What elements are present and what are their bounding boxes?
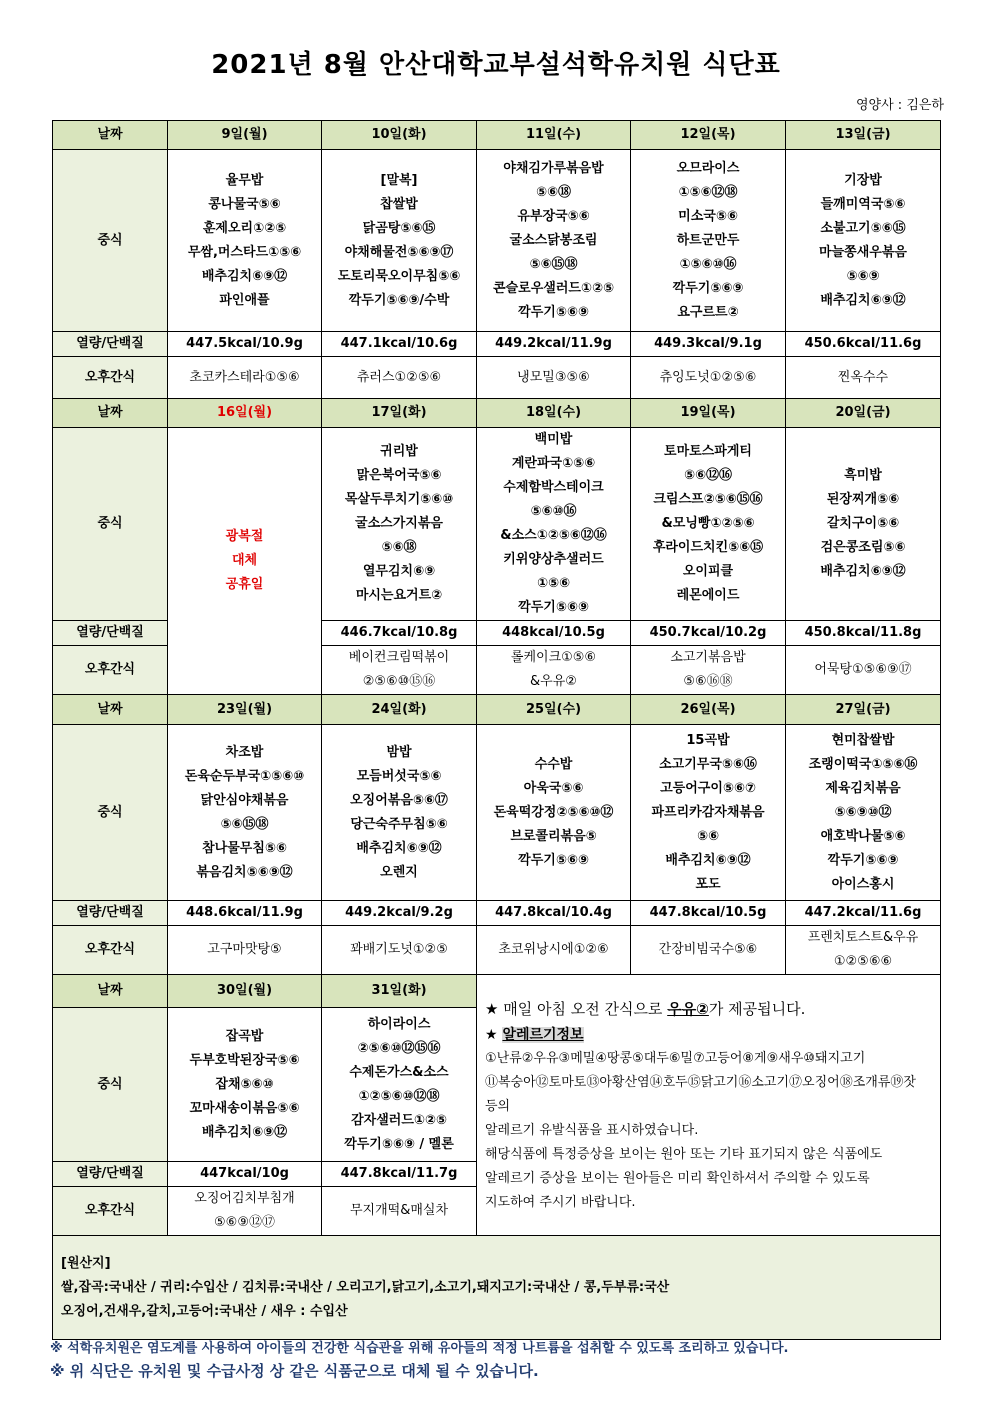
origin-line: 오징어,건새우,갈치,고등어:국내산 / 새우 : 수입산 <box>61 1303 348 1319</box>
text-line: ⑪복숭아⑫토마토⑬아황산염⑭호두⑮닭고기⑯소고기⑰오징어⑱조개류⑲잣 등의 <box>485 1075 916 1114</box>
day-header: 13일(금) <box>786 121 941 150</box>
lunch-cell <box>631 725 786 901</box>
kcal-cell: 447.8kcal/10.5g <box>631 901 786 926</box>
day-header: 23일(월) <box>168 695 322 725</box>
snack-label: 오후간식 <box>53 357 168 399</box>
text-line: 현미찹쌀밥 <box>831 732 895 748</box>
text-line: 고구마맛탕⑤ <box>207 942 282 957</box>
text-line: ⑤⑥⑨⑫⑰ <box>214 1215 275 1230</box>
text-line: 깍두기⑤⑥⑨ <box>518 852 589 868</box>
text-line: 무쌈,머스타드①⑤⑥ <box>187 244 302 260</box>
text-line: 소고기볶음밥 <box>670 650 746 665</box>
date-label: 날짜 <box>53 975 168 1008</box>
text-line: 두부호박된장국⑤⑥ <box>189 1052 300 1068</box>
text-line: 차조밥 <box>225 744 264 760</box>
kcal-label: 열량/단백질 <box>53 901 168 926</box>
snack-cell <box>322 357 477 399</box>
text-line: 율무밥 <box>225 172 264 188</box>
date-label: 날짜 <box>53 121 168 150</box>
text-line: 초코카스테라①⑤⑥ <box>189 369 300 385</box>
text-line: 오징어볶음⑤⑥⑰ <box>350 792 448 808</box>
text-line: 갈치구이⑤⑥ <box>826 516 900 531</box>
day-header: 25일(수) <box>477 695 631 725</box>
text-line: 굴소스닭봉조림 <box>509 232 598 248</box>
text-line: 배추김치⑥⑨⑫ <box>201 1124 288 1140</box>
meal-plan-table <box>52 120 941 1340</box>
text-line: 무지개떡&매실차 <box>349 1203 449 1218</box>
text-line: 배추김치⑥⑨⑫ <box>356 840 442 856</box>
text-line: 밤밥 <box>386 744 412 760</box>
day-header: 17일(화) <box>322 399 477 428</box>
kcal-cell: 449.2kcal/9.2g <box>322 901 477 926</box>
date-label: 날짜 <box>53 695 168 725</box>
lunch-label: 중식 <box>53 1008 168 1162</box>
text-line: ①⑤⑥⑫⑱ <box>678 184 738 200</box>
text-line: 굴소스가지볶음 <box>355 516 443 531</box>
text-line: ⑤⑥⑯⑱ <box>683 674 733 689</box>
week3-lunch-row <box>53 725 941 901</box>
snack-cell <box>786 926 941 975</box>
text-line: 기장밥 <box>844 172 882 188</box>
lunch-cell <box>786 725 941 901</box>
text-line: 간장비빔국수⑤⑥ <box>658 942 758 957</box>
text-line: 야채해물전⑤⑥⑨⑰ <box>344 244 454 260</box>
text-line: 백미밥 <box>534 432 573 447</box>
text-line: 오징어김치부침개 <box>194 1191 295 1206</box>
text-line: ⑤⑥⑱ <box>381 540 417 555</box>
lunch-cell <box>786 428 941 621</box>
day-header: 27일(금) <box>786 695 941 725</box>
text-line: 고등어구이⑤⑥⑦ <box>660 780 756 796</box>
kcal-cell: 450.7kcal/10.2g <box>631 621 786 646</box>
text-line: 볶음김치⑤⑥⑨⑫ <box>196 864 293 880</box>
snack-cell <box>168 1187 322 1236</box>
lunch-cell <box>322 1008 477 1162</box>
text-line: 미소국⑤⑥ <box>678 208 738 224</box>
day-header: 12일(목) <box>631 121 786 150</box>
text-line: 알레르기 증상을 보이는 원아들은 미리 확인하셔서 주의할 수 있도록 <box>485 1171 870 1186</box>
lunch-label: 중식 <box>53 725 168 901</box>
kcal-cell: 449.3kcal/9.1g <box>631 332 786 357</box>
snack-cell <box>168 926 322 975</box>
lunch-cell <box>477 428 631 621</box>
text-line: ⑤⑥⑱ <box>535 184 571 200</box>
text-line: 하트군만두 <box>676 232 740 248</box>
text-line: 아욱국⑤⑥ <box>523 780 584 796</box>
text-line: 수수밥 <box>534 756 573 772</box>
text-line: 닭곰탕⑤⑥⑮ <box>362 220 436 236</box>
text-line: 꽈배기도넛①②⑤ <box>350 942 448 957</box>
text-line: 훈제오리①②⑤ <box>202 220 287 236</box>
text-line: ②⑤⑥⑩⑮⑯ <box>362 674 436 689</box>
lunch-cell <box>322 428 477 621</box>
text-line: 깍두기⑤⑥⑨ <box>827 852 899 868</box>
week1-snack-row <box>53 357 941 399</box>
text-line: 냉모밀③⑤⑥ <box>517 369 590 385</box>
kcal-cell: 448kcal/10.5g <box>477 621 631 646</box>
lunch-cell <box>477 150 631 332</box>
date-label: 날짜 <box>53 399 168 428</box>
origin-row <box>53 1236 941 1340</box>
day-header: 9일(월) <box>168 121 322 150</box>
text-line: 해당식품에 특정증상을 보이는 원아 또는 기타 표기되지 않은 식품에도 <box>485 1147 883 1162</box>
day-header-holiday: 16일(월) <box>168 399 322 428</box>
text-line: 깍두기⑤⑥⑨ <box>518 600 589 615</box>
lunch-cell <box>322 150 477 332</box>
text-line: 깍두기⑤⑥⑨ <box>518 304 589 320</box>
text-line: ⑤⑥⑨⑩⑫ <box>834 804 892 820</box>
text-line: 배추김치⑥⑨⑫ <box>665 852 751 868</box>
text-line: 오이피클 <box>682 564 734 579</box>
notice-box <box>477 975 941 1236</box>
text-line: ①⑤⑥ <box>536 576 571 591</box>
text-line: 콘슬로우샐러드①②⑤ <box>493 280 614 296</box>
text-line: 포도 <box>695 876 721 892</box>
snack-cell <box>786 357 941 399</box>
text-line: 잡곡밥 <box>225 1028 264 1044</box>
text-line: 크림스프②⑤⑥⑮⑯ <box>653 492 763 507</box>
text-line: 오렌지 <box>380 864 418 880</box>
text-line: 감자샐러드①②⑤ <box>351 1112 447 1128</box>
day-header: 26일(목) <box>631 695 786 725</box>
text-line: 돈육떡강정②⑤⑥⑩⑫ <box>493 804 614 820</box>
text-line: 지도하여 주시기 바랍니다. <box>485 1195 636 1210</box>
lunch-cell <box>168 150 322 332</box>
text-line: 어묵탕①⑤⑥⑨⑰ <box>814 662 912 677</box>
text-line: 수제함박스테이크 <box>503 480 604 495</box>
text-line: 된장찌개⑤⑥ <box>826 492 900 507</box>
snack-cell <box>322 1187 477 1236</box>
day-header: 30일(월) <box>168 975 322 1008</box>
text-line: 베이컨크림떡볶이 <box>348 650 450 665</box>
text-line: 야채김가루볶음밥 <box>503 160 604 176</box>
lunch-cell <box>477 725 631 901</box>
page-title: 2021년 8월 안산대학교부설석학유치원 식단표 <box>211 50 781 80</box>
footer-note: ※ 위 식단은 유치원 및 수급사정 상 같은 식품군으로 대체 될 수 있습니다. <box>50 1362 539 1380</box>
week1-kcal-row <box>53 332 941 357</box>
text-line: 찐옥수수 <box>837 369 889 385</box>
text-line: ⑤⑥⑮⑱ <box>529 256 578 272</box>
text-line: 공휴일 <box>225 577 264 592</box>
text-line: 레몬에이드 <box>676 588 740 603</box>
snack-cell <box>631 646 786 695</box>
text-line: 목살두루치기⑤⑥⑩ <box>344 492 454 507</box>
text-line: 당근숙주무침⑤⑥ <box>350 816 448 832</box>
milk-notice: ★ 매일 아침 오전 간식으로 우유②가 제공됩니다. <box>485 1000 806 1018</box>
snack-label: 오후간식 <box>53 1187 168 1236</box>
week3-date-row <box>53 695 941 725</box>
origin-line: 쌀,잡곡:국내산 / 귀리:수입산 / 김치류:국내산 / 오리고기,닭고기,소고기,돼지고기:국내산 / 콩,두부류:국산 <box>61 1279 670 1295</box>
origin-box <box>53 1236 941 1340</box>
text-line: ⑤⑥⑩⑯ <box>530 504 577 519</box>
text-line: 애호박나물⑤⑥ <box>820 828 906 844</box>
snack-cell <box>786 646 941 695</box>
text-line: 초코위낭시에①②⑥ <box>498 942 609 957</box>
text-line: 제육김치볶음 <box>825 780 901 796</box>
text-line: 참나물무침⑤⑥ <box>202 840 287 856</box>
text-line: ①난류②우유③메밀④땅콩⑤대두⑥밀⑦고등어⑧게⑨새우⑩돼지고기 <box>485 1051 866 1066</box>
kcal-cell: 448.6kcal/11.9g <box>168 901 322 926</box>
week2-lunch-row <box>53 428 941 621</box>
text-line: 파인애플 <box>219 292 270 308</box>
text-line: 프렌치토스트&우유 <box>807 930 919 945</box>
kcal-label: 열량/단백질 <box>53 332 168 357</box>
text-line: 도토리묵오이무침⑤⑥ <box>337 268 461 284</box>
snack-cell <box>322 646 477 695</box>
day-header: 20일(금) <box>786 399 941 428</box>
kcal-label: 열량/단백질 <box>53 1162 168 1187</box>
text-line: 츄잉도넛①②⑤⑥ <box>659 369 757 385</box>
lunch-cell <box>168 1008 322 1162</box>
footer-note: ※ 석학유치원은 염도계를 사용하여 아이들의 건강한 식습관을 위해 유아들의 적정 나트륨을 섭취할 수 있도록 조리하고 있습니다. <box>50 1341 789 1356</box>
text-line: 파프리카감자채볶음 <box>651 804 765 820</box>
week3-snack-row <box>53 926 941 975</box>
text-line: 돈육순두부국①⑤⑥⑩ <box>184 768 305 784</box>
text-line: 꼬마새송이볶음⑤⑥ <box>189 1100 300 1116</box>
text-line: 배추김치⑥⑨⑫ <box>201 268 288 284</box>
allergy-text <box>485 1047 932 1215</box>
kcal-cell: 450.8kcal/11.8g <box>786 621 941 646</box>
lunch-cell <box>786 150 941 332</box>
text-line: 맑은북어국⑤⑥ <box>356 468 442 483</box>
day-header: 24일(화) <box>322 695 477 725</box>
lunch-cell <box>322 725 477 901</box>
kcal-cell: 447.8kcal/11.7g <box>322 1162 477 1187</box>
text-line: 찹쌀밥 <box>380 196 418 212</box>
text-line: 브로콜리볶음⑤ <box>510 828 597 844</box>
day-header: 18일(수) <box>477 399 631 428</box>
text-line: 계란파국①⑤⑥ <box>511 456 596 471</box>
week2-date-row <box>53 399 941 428</box>
text-line: 츄러스①②⑤⑥ <box>356 369 442 385</box>
text-line: &소스①②⑤⑥⑫⑯ <box>500 528 607 543</box>
text-line: 대체 <box>231 553 258 568</box>
text-line: &우유② <box>530 674 577 689</box>
text-line: ⑤⑥⑨ <box>846 268 880 284</box>
text-line: 마늘쫑새우볶음 <box>819 244 907 260</box>
text-line: 들깨미역국⑤⑥ <box>820 196 906 212</box>
kcal-cell: 447.8kcal/10.4g <box>477 901 631 926</box>
text-line: 15곡밥 <box>686 732 730 748</box>
holiday-cell <box>168 428 322 695</box>
kcal-cell: 449.2kcal/11.9g <box>477 332 631 357</box>
text-line: ①②⑤⑥⑥ <box>833 954 893 969</box>
text-line: 후라이드치킨⑤⑥⑮ <box>652 540 764 555</box>
text-line: 키위양상추샐러드 <box>503 552 604 567</box>
kcal-cell: 446.7kcal/10.8g <box>322 621 477 646</box>
snack-cell <box>631 357 786 399</box>
text-line: 수제돈가스&소스 <box>349 1064 449 1080</box>
snack-cell <box>477 926 631 975</box>
text-line: ②⑤⑥⑩⑫⑮⑯ <box>357 1040 441 1056</box>
week1-lunch-row <box>53 150 941 332</box>
text-line: 깍두기⑤⑥⑨ / 멜론 <box>344 1136 454 1152</box>
text-line: 조랭이떡국①⑤⑥⑯ <box>808 756 918 772</box>
text-line: 깍두기⑤⑥⑨/수박 <box>348 292 450 308</box>
lunch-label: 중식 <box>53 150 168 332</box>
snack-cell <box>477 357 631 399</box>
lunch-label: 중식 <box>53 428 168 621</box>
text-line: 광복절 <box>225 529 264 544</box>
week4-date-row <box>53 975 941 1008</box>
week3-kcal-row <box>53 901 941 926</box>
kcal-cell: 447.2kcal/11.6g <box>786 901 941 926</box>
allergy-title: ★ 알레르기정보 <box>485 1027 584 1043</box>
text-line: 롤케이크①⑤⑥ <box>510 650 597 665</box>
snack-cell <box>631 926 786 975</box>
lunch-cell <box>631 428 786 621</box>
snack-label: 오후간식 <box>53 646 168 695</box>
text-line: 소고기무국⑤⑥⑯ <box>659 756 757 772</box>
lunch-cell <box>168 725 322 901</box>
snack-cell <box>477 646 631 695</box>
origin-title: [원산지] <box>61 1255 111 1271</box>
text-line: ①②⑤⑥⑩⑫⑱ <box>358 1088 440 1104</box>
text-line: 잡채⑤⑥⑩ <box>215 1076 274 1092</box>
text-line: ①⑤⑥⑩⑯ <box>679 256 737 272</box>
text-line: 콩나물국⑤⑥ <box>208 196 281 212</box>
week1-date-row <box>53 121 941 150</box>
kcal-cell: 447.1kcal/10.6g <box>322 332 477 357</box>
snack-label: 오후간식 <box>53 926 168 975</box>
text-line: 하이라이스 <box>367 1016 431 1032</box>
text-line: 검은콩조림⑤⑥ <box>820 540 906 555</box>
text-line: 토마토스파게티 <box>664 444 752 459</box>
text-line: ⑤⑥⑮⑱ <box>220 816 269 832</box>
text-line: 배추김치⑥⑨⑫ <box>820 292 906 308</box>
kcal-cell: 447.5kcal/10.9g <box>168 332 322 357</box>
text-line: 닭안심야채볶음 <box>200 792 289 808</box>
text-line: 알레르기 유발식품을 표시하였습니다. <box>485 1123 699 1138</box>
lunch-cell <box>631 150 786 332</box>
text-line: 흑미밥 <box>844 468 882 483</box>
text-line: [말복] <box>380 172 418 188</box>
text-line: &모닝빵①②⑤⑥ <box>661 516 755 531</box>
day-header: 19일(목) <box>631 399 786 428</box>
snack-cell <box>168 357 322 399</box>
kcal-cell: 450.6kcal/11.6g <box>786 332 941 357</box>
nutritionist-label: 영양사 : 김은하 <box>856 98 944 113</box>
text-line: ⑤⑥ <box>696 828 719 844</box>
text-line: 마시는요거트② <box>355 588 443 603</box>
day-header: 10일(화) <box>322 121 477 150</box>
day-header: 11일(수) <box>477 121 631 150</box>
text-line: ⑤⑥⑫⑯ <box>683 468 732 483</box>
text-line: 요구르트② <box>677 304 739 320</box>
text-line: 오므라이스 <box>676 160 740 176</box>
text-line: 열무김치⑥⑨ <box>362 564 436 579</box>
text-line: 깍두기⑤⑥⑨ <box>672 280 744 296</box>
text-line: 유부장국⑤⑥ <box>517 208 590 224</box>
text-line: 모듬버섯국⑤⑥ <box>356 768 442 784</box>
text-line: 배추김치⑥⑨⑫ <box>820 564 906 579</box>
kcal-label: 열량/단백질 <box>53 621 168 646</box>
kcal-cell: 447kcal/10g <box>168 1162 322 1187</box>
snack-cell <box>322 926 477 975</box>
text-line: 아이스홍시 <box>831 876 895 892</box>
text-line: 소불고기⑤⑥⑮ <box>820 220 906 236</box>
text-line: 귀리밥 <box>380 444 418 459</box>
day-header: 31일(화) <box>322 975 477 1008</box>
